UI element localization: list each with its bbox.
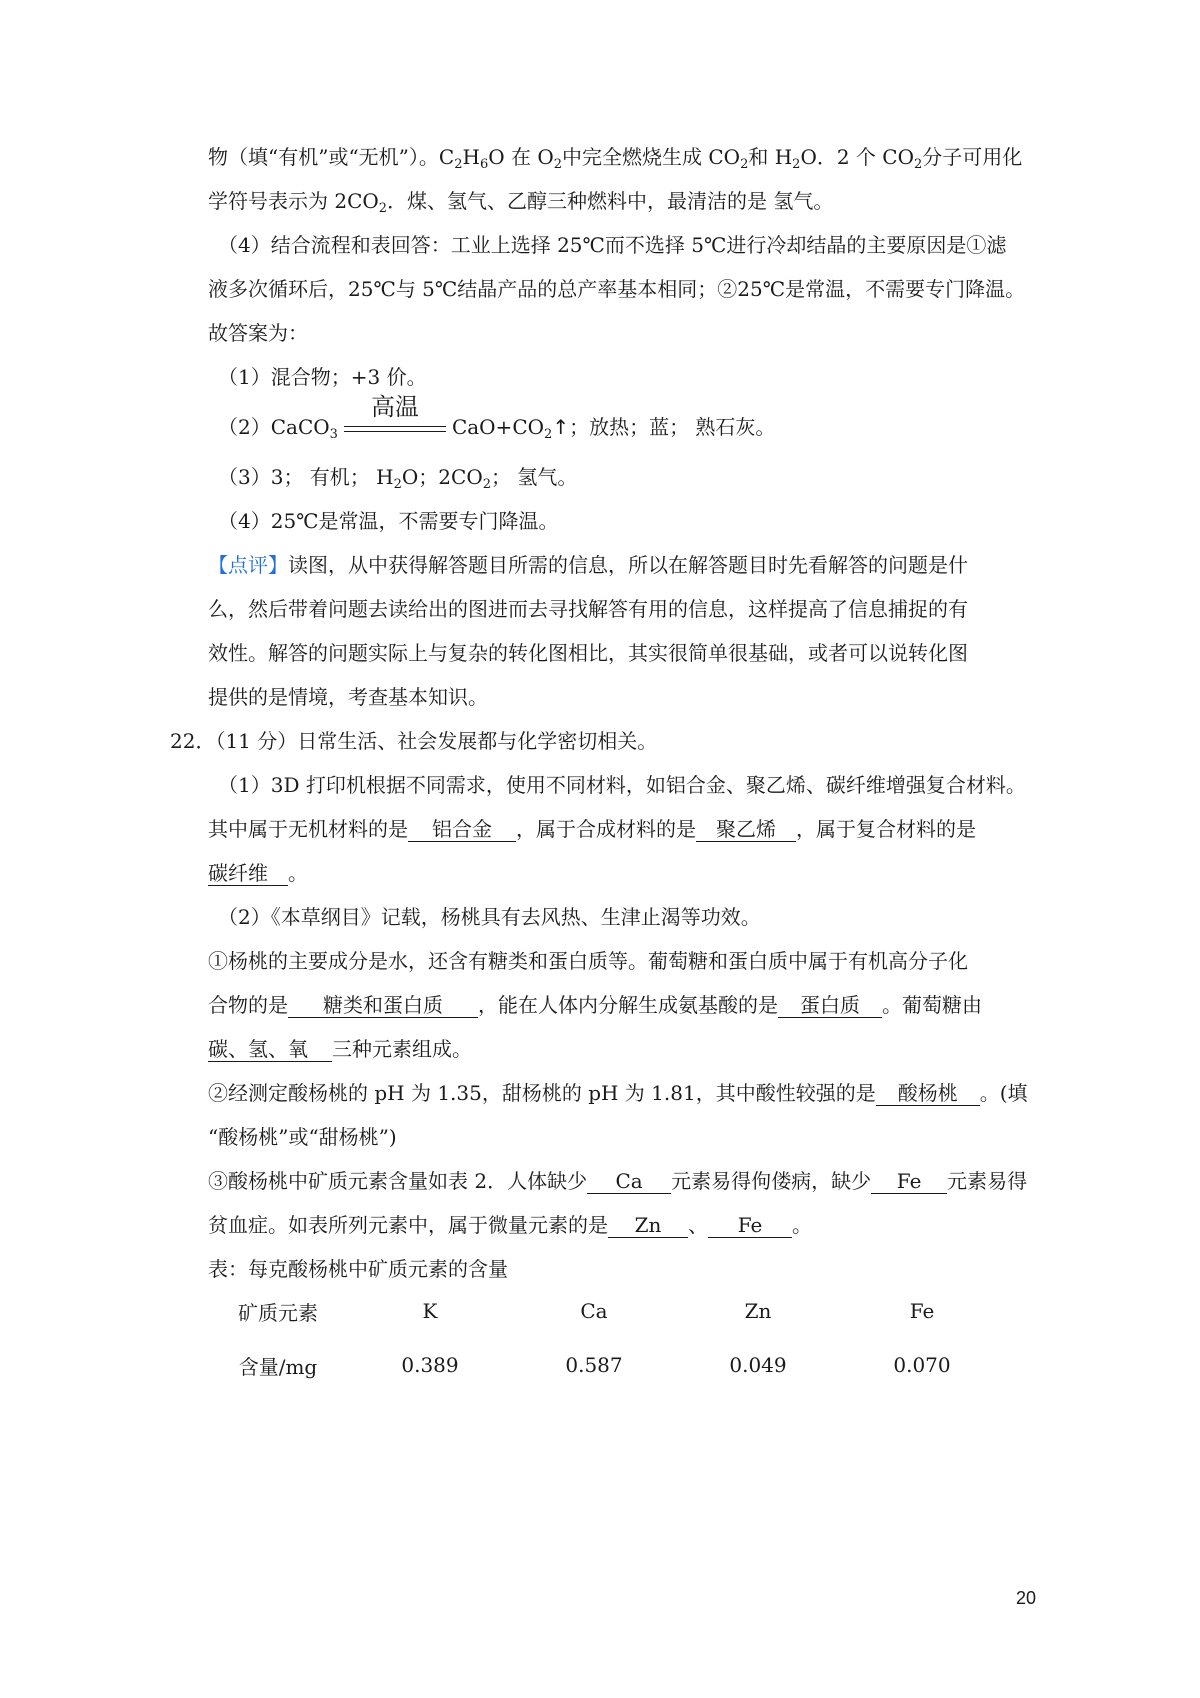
table-cell: 0.587 xyxy=(565,1353,623,1377)
text-line: ③酸杨桃中矿质元素含量如表 2．人体缺少 Ca 元素易得佝偻病，缺少 Fe 元素易得 xyxy=(208,1169,1028,1193)
text-line: 贫血症。如表所列元素中，属于微量元素的是 Zn 、 Fe 。 xyxy=(208,1213,812,1237)
answer-blank: 碳纤维 xyxy=(208,861,288,886)
question-title: 22．（11 分）日常生活、社会发展都与化学密切相关。 xyxy=(170,729,658,753)
table-cell: Ca xyxy=(580,1299,608,1323)
text-line: 合物的是 糖类和蛋白质 ，能在人体内分解生成氨基酸的是 蛋白质 。葡萄糖由 xyxy=(208,993,982,1017)
answer-blank: Fe xyxy=(871,1169,947,1194)
table-caption: 表：每克酸杨桃中矿质元素的含量 xyxy=(208,1257,508,1281)
table-cell: K xyxy=(422,1299,438,1323)
text-line: （2）《本草纲目》记载，杨桃具有去风热、生津止渴等功效。 xyxy=(218,905,761,929)
page-number: 20 xyxy=(1016,1588,1037,1608)
reaction-condition: 高温 xyxy=(340,415,450,443)
review-line: 【点评】读图，从中获得解答题目所需的信息，所以在解答题目时先看解答的问题是什 xyxy=(208,553,968,577)
table-cell: Fe xyxy=(909,1299,935,1323)
answer-blank: 铝合金 xyxy=(408,817,516,842)
text-line: 学符号表示为 $2CO_2$．煤、氢气、乙醇三种燃料中，最清洁的是 氢气。 xyxy=(208,189,834,216)
answer-2: （2）CaCO$_3$ 高温 $CaO+CO_2↑$；放热；蓝； 熟石灰。 xyxy=(218,392,776,442)
table-cell: 含量/mg xyxy=(238,1354,318,1379)
answer-1: （1）混合物；+3 价。 xyxy=(218,365,427,389)
text-line: 其中属于无机材料的是 铝合金 ，属于合成材料的是 聚乙烯 ，属于复合材料的是 xyxy=(208,817,976,841)
text-line: 碳纤维 。 xyxy=(208,861,308,885)
text-line: 碳、氢、氧 三种元素组成。 xyxy=(208,1037,472,1061)
answer-3: （3）3； 有机； $H_2O$；$2CO_2$； 氢气。 xyxy=(218,465,578,492)
answer-blank: Zn xyxy=(608,1213,688,1238)
answer-blank: 糖类和蛋白质 xyxy=(288,993,478,1018)
table-cell: 矿质元素 xyxy=(238,1300,318,1325)
text-line: 物（填“有机”或“无机”）。$C_2H_6O$ 在 $O_2$中完全燃烧生成 $CO_2$和 $H_2O$．2 个 $CO_2$分子可用化 xyxy=(208,145,1023,172)
table-header-row xyxy=(208,1284,1004,1338)
review-tag: 【点评】 xyxy=(208,553,288,577)
review-line: 效性。解答的问题实际上与复杂的转化图相比，其实很简单很基础，或者可以说转化图 xyxy=(208,641,968,665)
answer-blank: 蛋白质 xyxy=(778,993,882,1018)
text-line: 故答案为： xyxy=(208,321,308,345)
text-line: “酸杨桃”或“甜杨桃”) xyxy=(208,1125,397,1149)
answer-blank: 酸杨桃 xyxy=(876,1081,980,1106)
text-line: （4）结合流程和表回答：工业上选择 25℃而不选择 5℃进行冷却结晶的主要原因是①滤 xyxy=(218,233,1007,257)
answer-blank: Ca xyxy=(587,1169,671,1194)
gas-arrow-icon: ↑ xyxy=(552,415,570,439)
text-line: ②经测定酸杨桃的 pH 为 1.35，甜杨桃的 pH 为 1.81，其中酸性较强的是 酸杨桃 。(填 xyxy=(208,1081,1028,1105)
review-line: 提供的是情境，考查基本知识。 xyxy=(208,685,488,709)
text-line: （1）3D 打印机根据不同需求，使用不同材料，如铝合金、聚乙烯、碳纤维增强复合材料。 xyxy=(218,773,1026,797)
answer-blank: 聚乙烯 xyxy=(696,817,796,842)
table-cell: Zn xyxy=(744,1299,772,1323)
text-line: 液多次循环后，25℃与 5℃结晶产品的总产率基本相同；②25℃是常温，不需要专门降温。 xyxy=(208,277,1026,301)
answer-blank: Fe xyxy=(708,1213,792,1238)
review-line: 么，然后带着问题去读给出的图进而去寻找解答有用的信息，这样提高了信息捕捉的有 xyxy=(208,597,968,621)
table-cell: 0.049 xyxy=(729,1353,787,1377)
text-line: ①杨桃的主要成分是水，还含有糖类和蛋白质等。葡萄糖和蛋白质中属于有机高分子化 xyxy=(208,949,968,973)
table-cell: 0.389 xyxy=(401,1353,459,1377)
answer-4: （4）25℃是常温，不需要专门降温。 xyxy=(218,509,559,533)
answer-blank: 碳、氢、氧 xyxy=(208,1037,332,1062)
table-row xyxy=(208,1338,1004,1392)
mineral-content-table xyxy=(208,1284,1004,1392)
table-cell: 0.070 xyxy=(893,1353,951,1377)
